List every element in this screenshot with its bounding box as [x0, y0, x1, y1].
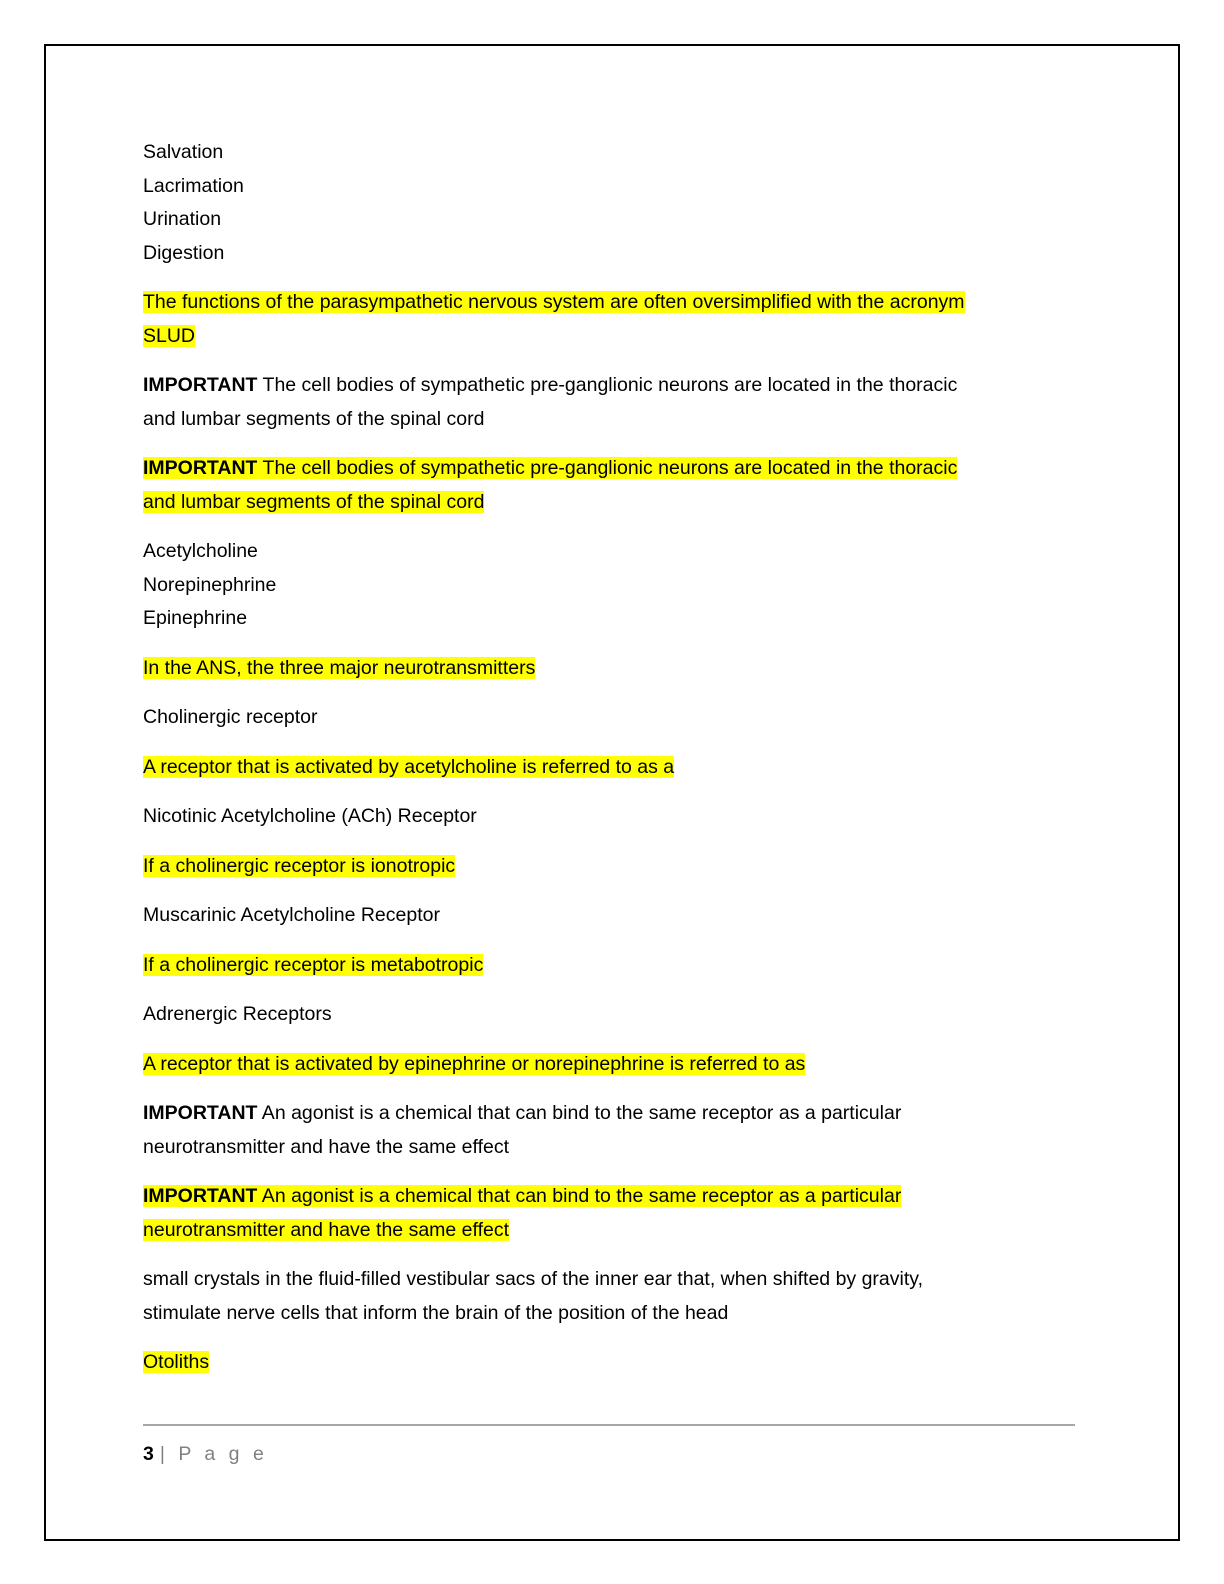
text-line	[143, 657, 535, 679]
paragraph	[143, 535, 1075, 636]
text-line	[143, 954, 483, 976]
text-line	[143, 1351, 209, 1373]
text-line	[143, 175, 244, 197]
paragraph	[143, 800, 1075, 834]
text-line	[143, 805, 477, 827]
text-run: A receptor that is activated by epinephrine or norepinephrine is referred to as	[143, 1052, 806, 1075]
paragraph	[143, 701, 1075, 735]
paragraph	[143, 998, 1075, 1032]
paragraph	[143, 136, 1075, 270]
text-line	[143, 1102, 901, 1124]
text-run: An agonist is a chemical that can bind to the same receptor as a particular	[257, 1185, 902, 1207]
page-label: | P a g e	[159, 1443, 268, 1465]
text-run: neurotransmitter and have the same effect	[143, 1135, 510, 1158]
text-line	[143, 1219, 509, 1241]
paragraph	[143, 369, 1075, 436]
footer-divider	[143, 1424, 1075, 1426]
page-number-value: 3	[143, 1443, 154, 1465]
text-run: IMPORTANT	[143, 1102, 258, 1124]
text-run: If a cholinergic receptor is metabotropic	[143, 953, 484, 976]
text-run: A receptor that is activated by acetylcholine is referred to as a	[143, 755, 675, 778]
text-line	[143, 291, 965, 313]
text-run: Urination	[143, 208, 222, 230]
text-run: and lumbar segments of the spinal cord	[143, 490, 485, 513]
text-line	[143, 540, 258, 562]
paragraph	[143, 1263, 1075, 1330]
text-run: Cholinergic receptor	[143, 706, 318, 728]
text-line	[143, 491, 484, 513]
text-line	[143, 1003, 332, 1025]
text-run: small crystals in the fluid-filled vestibular sacs of the inner ear that, when shifted by gravity,	[143, 1268, 923, 1290]
text-run: IMPORTANT	[143, 374, 258, 396]
text-run: The cell bodies of sympathetic pre-ganglionic neurons are located in the thoracic	[257, 457, 958, 479]
document-body	[143, 136, 1075, 1396]
highlighted-paragraph	[143, 1346, 1075, 1380]
text-line	[143, 1302, 728, 1324]
text-run: Digestion	[143, 241, 225, 264]
text-run: The cell bodies of sympathetic pre-ganglionic neurons are located in the thoracic	[257, 374, 958, 396]
text-run: IMPORTANT	[143, 457, 258, 479]
highlighted-paragraph	[143, 286, 1075, 353]
text-line	[143, 574, 276, 596]
text-run: stimulate nerve cells that inform the brain of the position of the head	[143, 1301, 729, 1324]
text-run: Acetylcholine	[143, 540, 258, 562]
text-line	[143, 756, 674, 778]
text-line	[143, 374, 957, 396]
text-run: Muscarinic Acetylcholine Receptor	[143, 904, 440, 926]
paragraph	[143, 899, 1075, 933]
text-run: If a cholinergic receptor is ionotropic	[143, 854, 456, 877]
text-line	[143, 457, 957, 479]
text-run: and lumbar segments of the spinal cord	[143, 407, 485, 430]
text-line	[143, 1053, 805, 1075]
text-line	[143, 706, 318, 728]
text-run: Nicotinic Acetylcholine (ACh) Receptor	[143, 805, 477, 827]
text-run: Adrenergic Receptors	[143, 1003, 332, 1025]
footer-text	[143, 1442, 1075, 1466]
text-run: neurotransmitter and have the same effect	[143, 1218, 510, 1241]
text-line	[143, 408, 484, 430]
text-run: Lacrimation	[143, 174, 244, 197]
text-line	[143, 141, 223, 163]
text-line	[143, 325, 195, 347]
highlighted-paragraph	[143, 1180, 1075, 1247]
text-line	[143, 607, 247, 629]
text-run: The functions of the parasympathetic nervous system are often oversimplified with the acronym	[143, 291, 965, 313]
highlighted-paragraph	[143, 1048, 1075, 1082]
text-run: Norepinephrine	[143, 573, 277, 596]
text-line	[143, 1136, 509, 1158]
highlighted-paragraph	[143, 751, 1075, 785]
highlighted-paragraph	[143, 452, 1075, 519]
text-run: SLUD	[143, 324, 196, 347]
text-line	[143, 1268, 923, 1290]
highlighted-paragraph	[143, 652, 1075, 686]
text-line	[143, 855, 455, 877]
text-line	[143, 1185, 901, 1207]
text-run: Epinephrine	[143, 607, 248, 629]
text-run: An agonist is a chemical that can bind to the same receptor as a particular	[257, 1102, 902, 1124]
text-run: In the ANS, the three major neurotransmitters	[143, 656, 536, 679]
highlighted-paragraph	[143, 850, 1075, 884]
text-line	[143, 904, 440, 926]
text-line	[143, 242, 224, 264]
highlighted-paragraph	[143, 949, 1075, 983]
paragraph	[143, 1097, 1075, 1164]
text-run: IMPORTANT	[143, 1185, 258, 1207]
text-run: Otoliths	[143, 1351, 210, 1373]
page-footer	[143, 1424, 1075, 1466]
text-line	[143, 208, 221, 230]
text-run: Salvation	[143, 141, 224, 163]
